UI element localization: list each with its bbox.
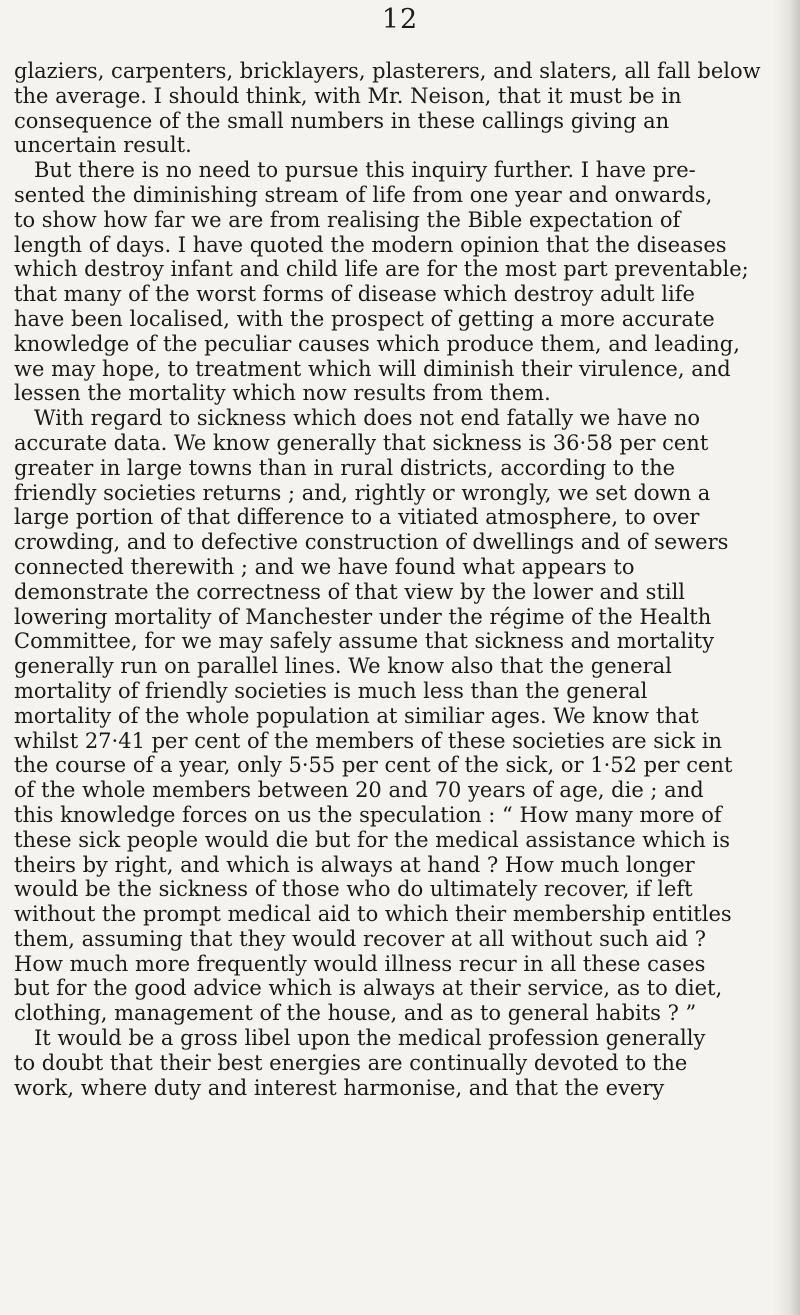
page-number: 12 [381,4,419,35]
text-line: but for the good advice which is always at their service, as to diet, [14,976,723,1001]
text-line: we may hope, to treatment which will diminish their virulence, and [14,356,731,381]
text-line: With regard to sickness which does not end fatally we have no [34,406,701,431]
page-edge-shadow [774,0,800,1315]
text-line: friendly societies returns ; and, rightly or wrongly, we set down a [14,480,711,505]
text-line: clothing, management of the house, and as to general habits ? ” [14,1001,697,1026]
text-line: demonstrate the correctness of that view by the lower and still [14,579,686,604]
text-line: the average. I should think, with Mr. Neison, that it must be in [14,83,682,108]
text-line: uncertain result. [14,133,192,158]
text-line: connected therewith ; and we have found what appears to [14,554,635,579]
text-line: consequence of the small numbers in these callings giving an [14,108,670,133]
text-line: have been localised, with the prospect of getting a more accurate [14,306,715,331]
text-line: lessen the mortality which now results from them. [14,381,551,406]
text-line: theirs by right, and which is always at hand ? How much longer [14,852,695,877]
text-line: generally run on parallel lines. We know also that the general [14,654,672,679]
text-line: without the prompt medical aid to which their membership entitles [14,902,732,927]
text-line: to doubt that their best energies are continually devoted to the [14,1050,688,1075]
text-line: lowering mortality of Manchester under the régime of the Health [14,604,712,629]
text-line: crowding, and to defective construction of dwellings and of sewers [14,530,729,555]
text-line: mortality of friendly societies is much less than the general [14,678,648,703]
text-line: these sick people would die but for the medical assistance which is [14,827,730,852]
text-line: Committee, for we may safely assume that sickness and mortality [14,629,715,654]
text-line: length of days. I have quoted the modern opinion that the diseases [14,232,727,257]
body-text [14,59,770,1100]
text-line: which destroy infant and child life are for the most part preventable; [14,257,749,282]
text-line: large portion of that difference to a vitiated atmosphere, to over [14,505,700,530]
text-line: accurate data. We know generally that sickness is 36·58 per cent [14,430,709,455]
text-line: them, assuming that they would recover at all without such aid ? [14,926,706,951]
text-line: sented the diminishing stream of life from one year and onwards, [14,182,713,207]
text-line: But there is no need to pursue this inquiry further. I have pre- [34,158,696,183]
text-line: would be the sickness of those who do ultimately recover, if left [14,877,693,902]
text-line: this knowledge forces on us the speculation : “ How many more of [14,802,722,827]
text-line: It would be a gross libel upon the medical profession generally [34,1026,706,1051]
text-line: that many of the worst forms of disease which destroy adult life [14,282,695,307]
text-line: of the whole members between 20 and 70 years of age, die ; and [14,778,704,803]
text-line: greater in large towns than in rural districts, according to the [14,455,676,480]
text-line: the course of a year, only 5·55 per cent of the sick, or 1·52 per cent [14,753,733,778]
text-line: to show how far we are from realising the Bible expectation of [14,207,681,232]
text-line: mortality of the whole population at similiar ages. We know that [14,703,699,728]
text-line: work, where duty and interest harmonise, and that the every [14,1075,665,1100]
text-line: knowledge of the peculiar causes which produce them, and leading, [14,331,740,356]
text-line: whilst 27·41 per cent of the members of these societies are sick in [14,728,723,753]
text-line: glaziers, carpenters, bricklayers, plasterers, and slaters, all fall below [14,59,761,83]
text-line: How much more frequently would illness recur in all these cases [14,951,706,976]
